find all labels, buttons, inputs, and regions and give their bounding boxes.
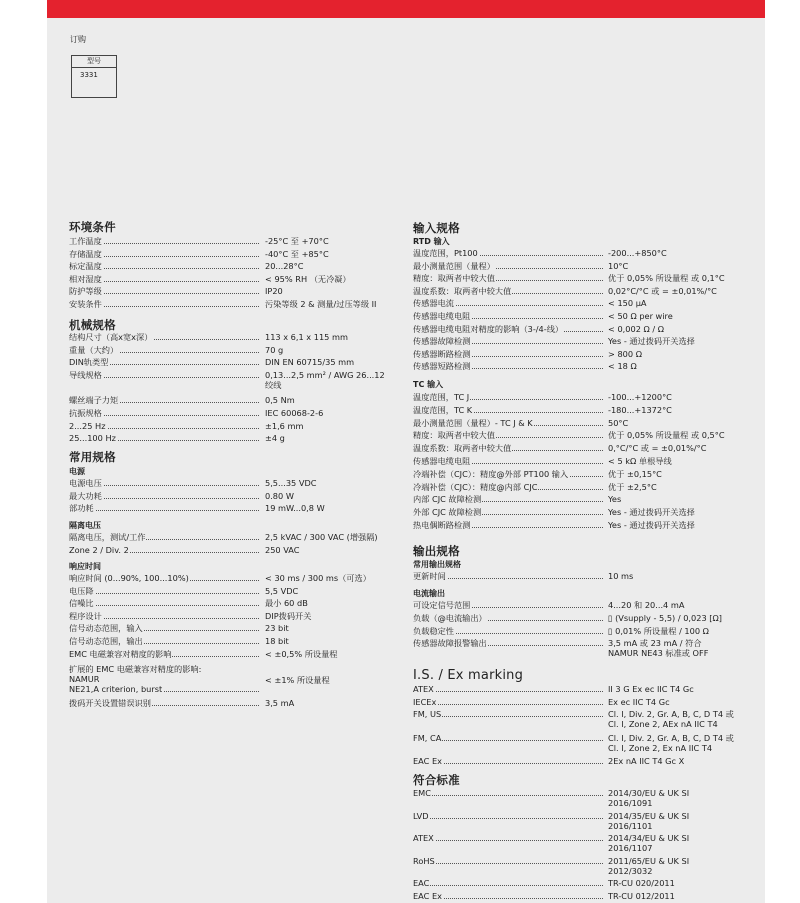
spec-row xyxy=(413,430,768,441)
leader-dots xyxy=(69,605,259,606)
spec-row xyxy=(69,395,465,406)
subheading-power: 电源 xyxy=(69,467,85,476)
order-table-value: 3331 xyxy=(80,71,98,79)
spec-value: 4...20 和 20...4 mA xyxy=(608,600,685,610)
spec-value: 3,5 mA xyxy=(265,698,295,708)
spec-label: 温度范围，TC J xyxy=(413,392,470,402)
spec-label: 温度系数：取两者中较大值 xyxy=(413,443,512,454)
spec-row xyxy=(69,649,465,660)
spec-value: 70 g xyxy=(265,344,284,355)
spec-row xyxy=(413,788,768,808)
spec-row xyxy=(413,684,768,695)
spec-label: 程序设计 xyxy=(69,610,102,621)
spec-label: IECEx xyxy=(413,696,437,707)
spec-row xyxy=(413,732,768,753)
spec-row xyxy=(69,345,465,356)
spec-row xyxy=(413,273,768,284)
spec-value: II 3 G Ex ec IIC T4 Gc xyxy=(608,684,694,694)
section-heading-ex-marking: I.S. / Ex marking xyxy=(413,668,524,683)
order-title: 订购 xyxy=(70,35,86,44)
spec-value: ±4 g xyxy=(265,433,285,444)
spec-label: 外部 CJC 故障检测 xyxy=(413,507,482,518)
spec-row xyxy=(69,532,465,543)
spec-label: 拨码开关设置错误识别 xyxy=(69,698,151,708)
spec-value: 0,02°C/°C 或 = ±0,01%/°C xyxy=(608,285,717,296)
spec-label: EAC Ex xyxy=(413,890,442,901)
spec-label: 传感器故障检测 xyxy=(413,336,471,347)
section-heading-environment: 环境条件 xyxy=(69,220,116,234)
spec-row xyxy=(69,684,465,695)
spec-row xyxy=(413,626,768,637)
spec-label: 可设定信号范围 xyxy=(413,600,471,610)
spec-row xyxy=(69,503,465,514)
spec-label: 传感器电流 xyxy=(413,298,454,309)
spec-label: 精度：取两者中较大值 xyxy=(413,273,495,284)
spec-row xyxy=(413,571,768,582)
spec-label: EMC 电磁兼容对精度的影响 xyxy=(69,648,172,659)
spec-value: 3,5 mA 或 23 mA / 符合 NAMUR NE43 标准或 OFF xyxy=(608,638,709,659)
leader-dots xyxy=(69,593,259,594)
spec-row xyxy=(69,598,465,609)
spec-row xyxy=(69,332,465,343)
spec-label: 温度系数：取两者中较大值 xyxy=(413,285,512,296)
spec-label: 安装条件 xyxy=(69,299,102,309)
spec-label: 存储温度 xyxy=(69,248,102,259)
spec-value: 19 mW...0,8 W xyxy=(265,503,325,514)
spec-row xyxy=(413,520,768,531)
spec-row xyxy=(69,573,465,584)
spec-value: < 50 Ω per wire xyxy=(608,311,673,321)
spec-label: 结构尺寸（高x宽x深） xyxy=(69,332,153,342)
spec-value: Cl. I, Div. 2, Gr. A, B, C, D T4 或 Cl. I, Zone 2, AEx nA IIC T4 xyxy=(608,709,734,730)
spec-row xyxy=(413,286,768,297)
spec-row xyxy=(69,421,465,432)
spec-row xyxy=(413,456,768,467)
leader-dots xyxy=(413,863,603,864)
spec-value: < 95% RH （无冷凝） xyxy=(265,273,351,284)
spec-value: 最小 60 dB xyxy=(265,598,308,609)
spec-value: 10 ms xyxy=(608,571,634,581)
spec-label: 隔离电压，测试/工作 xyxy=(69,532,146,542)
spec-row xyxy=(413,878,768,889)
spec-row xyxy=(413,756,768,767)
spec-label: 电源电压 xyxy=(69,478,102,488)
spec-label: 传感器电缆电阻 xyxy=(413,456,471,466)
spec-row xyxy=(413,469,768,480)
spec-value: 优于 ±2,5°C xyxy=(608,481,657,492)
subheading-general-output: 常用输出规格 xyxy=(413,560,461,569)
spec-label: ATEX xyxy=(413,833,434,843)
leader-dots xyxy=(413,818,603,819)
spec-value: TR-CU 012/2011 xyxy=(608,890,675,901)
spec-label: 精度：取两者中较大值 xyxy=(413,430,495,441)
spec-row xyxy=(69,274,465,285)
spec-value: < ±1% 所设量程 xyxy=(265,675,330,685)
spec-label: 传感器故障报警输出 xyxy=(413,638,487,649)
spec-label: FM, US xyxy=(413,709,442,720)
spec-value: 0,5 Nm xyxy=(265,395,295,406)
spec-value: DIN EN 60715/35 mm xyxy=(265,357,355,368)
spec-label: 工作温度 xyxy=(69,236,102,246)
spec-label: 信号动态范围，输入 xyxy=(69,623,143,634)
spec-row xyxy=(413,494,768,505)
spec-row xyxy=(413,833,768,853)
spec-value: 50°C xyxy=(608,417,629,428)
emc-extended-label: 扩展的 EMC 电磁兼容对精度的影响: xyxy=(69,664,202,674)
spec-value: 5,5...35 VDC xyxy=(265,478,317,488)
spec-label: LVD xyxy=(413,810,429,821)
spec-label: 2...25 Hz xyxy=(69,420,106,431)
spec-row xyxy=(413,443,768,454)
subheading-tc: TC 输入 xyxy=(413,380,444,389)
spec-value: 18 bit xyxy=(265,636,289,646)
spec-row xyxy=(69,357,465,368)
section-heading-common: 常用规格 xyxy=(69,450,116,464)
spec-value: 10°C xyxy=(608,260,629,271)
spec-value: 优于 0,05% 所设量程 或 0,1°C xyxy=(608,273,725,284)
spec-row xyxy=(413,336,768,347)
spec-value: < ±0,5% 所设量程 xyxy=(265,648,338,659)
spec-row xyxy=(69,236,465,247)
subheading-isolation: 隔离电压 xyxy=(69,521,101,530)
spec-value: 20...28°C xyxy=(265,261,304,272)
spec-row xyxy=(413,405,768,416)
spec-value: 2014/30/EU & UK SI 2016/1091 xyxy=(608,788,690,808)
leader-dots xyxy=(413,704,603,705)
spec-value: 2014/35/EU & UK SI 2016/1101 xyxy=(608,810,690,831)
spec-value: 250 VAC xyxy=(265,544,300,555)
spec-value: < 150 μA xyxy=(608,298,647,309)
spec-row xyxy=(69,478,465,489)
spec-value: < 18 Ω xyxy=(608,361,637,372)
spec-value: IP20 xyxy=(265,286,283,297)
spec-row xyxy=(69,636,465,647)
spec-value: Yes - 通过拨码开关选择 xyxy=(608,507,695,518)
spec-label: 更新时间 xyxy=(413,571,446,581)
spec-value: IEC 60068-2-6 xyxy=(265,408,324,418)
spec-value: -200...+850°C xyxy=(608,248,667,258)
spec-value: 2014/34/EU & UK SI 2016/1107 xyxy=(608,833,690,853)
order-table xyxy=(71,55,117,98)
spec-label: NE21,A criterion, burst xyxy=(69,684,163,694)
spec-row xyxy=(69,408,465,419)
leader-dots xyxy=(413,840,603,841)
spec-value: Yes - 通过拨码开关选择 xyxy=(608,520,695,530)
spec-label: 最大功耗 xyxy=(69,490,102,501)
spec-label: 最小测量范围（量程）- TC J & K xyxy=(413,417,533,428)
leader-dots xyxy=(69,510,259,511)
spec-row xyxy=(413,855,768,876)
spec-label: 信噪比 xyxy=(69,598,94,609)
spec-label: 热电偶断路检测 xyxy=(413,520,471,530)
spec-label: ATEX xyxy=(413,684,434,694)
order-table-header: 型号 xyxy=(72,56,116,68)
subheading-current-output: 电流输出 xyxy=(413,589,445,598)
leader-dots xyxy=(413,795,603,796)
spec-row xyxy=(413,810,768,831)
spec-row xyxy=(413,891,768,902)
section-heading-conformity: 符合标准 xyxy=(413,773,460,787)
spec-value: > 800 Ω xyxy=(608,348,642,359)
subheading-rtd: RTD 输入 xyxy=(413,237,450,246)
spec-row xyxy=(413,613,768,624)
leader-dots xyxy=(413,691,603,692)
spec-label: 螺丝端子力矩 xyxy=(69,395,119,406)
spec-label: 信号动态范围，输出 xyxy=(69,636,143,646)
emc-extended-namur: NAMUR xyxy=(69,674,100,684)
brand-red-bar xyxy=(47,0,765,18)
spec-row xyxy=(413,638,768,659)
spec-label: 标定温度 xyxy=(69,261,102,272)
section-heading-input: 输入规格 xyxy=(413,221,460,235)
spec-row xyxy=(413,697,768,708)
spec-value: -100...+1200°C xyxy=(608,392,672,402)
spec-row xyxy=(413,361,768,372)
spec-label: 抗振规格 xyxy=(69,408,102,418)
spec-row xyxy=(413,709,768,730)
spec-label: 最小测量范围（量程） xyxy=(413,260,495,271)
spec-value: 5,5 VDC xyxy=(265,585,299,596)
spec-value: 污染等级 2 & 测量/过压等级 II xyxy=(265,299,377,309)
spec-value: DIP拨码开关 xyxy=(265,610,312,621)
spec-row xyxy=(69,611,465,622)
spec-value: -40°C 至 +85°C xyxy=(265,248,329,259)
leader-dots xyxy=(413,885,603,886)
spec-row xyxy=(413,311,768,322)
spec-label: EAC xyxy=(413,878,430,888)
spec-row xyxy=(69,261,465,272)
spec-row xyxy=(69,433,465,444)
spec-label: 相对湿度 xyxy=(69,273,102,284)
spec-label: 传感器电缆电阻对精度的影响（3-/4-线） xyxy=(413,323,564,334)
spec-value: 2011/65/EU & UK SI 2012/3032 xyxy=(608,855,690,876)
spec-row xyxy=(413,507,768,518)
spec-row xyxy=(413,298,768,309)
spec-row xyxy=(413,248,768,259)
spec-label: 防护等级 xyxy=(69,286,102,297)
spec-label: 传感器电缆电阻 xyxy=(413,311,471,321)
spec-row xyxy=(413,482,768,493)
spec-label: 负载稳定性 xyxy=(413,625,454,636)
spec-label: 25...100 Hz xyxy=(69,433,116,444)
spec-label: 重量（大约） xyxy=(69,344,119,355)
spec-value: < 0,002 Ω / Ω xyxy=(608,323,664,334)
spec-row xyxy=(413,261,768,272)
spec-row xyxy=(413,324,768,335)
spec-value: -180...+1372°C xyxy=(608,404,672,415)
spec-value: 优于 ±0,15°C xyxy=(608,468,662,479)
spec-value: ±1,6 mm xyxy=(265,420,304,431)
spec-value: Ex ec IIC T4 Gc xyxy=(608,696,670,707)
spec-row xyxy=(69,249,465,260)
spec-row xyxy=(69,299,465,310)
spec-label: 温度范围，Pt100 xyxy=(413,248,478,258)
spec-value: 优于 0,05% 所设量程 或 0,5°C xyxy=(608,430,725,441)
spec-row xyxy=(69,545,465,556)
spec-row xyxy=(69,286,465,297)
spec-row xyxy=(413,349,768,360)
spec-row xyxy=(69,623,465,634)
spec-value: Yes xyxy=(608,494,622,505)
spec-row xyxy=(413,600,768,611)
subheading-response: 响应时间 xyxy=(69,562,101,571)
spec-value: 2Ex nA IIC T4 Gc X xyxy=(608,756,685,767)
spec-label: EAC Ex xyxy=(413,756,442,767)
spec-label: EMC xyxy=(413,788,431,798)
spec-value: ▯ (Vsupply - 5,5) / 0,023 [Ω] xyxy=(608,612,722,623)
spec-value: < 5 kΩ 单根导线 xyxy=(608,456,672,466)
spec-value: 0,13...2,5 mm² / AWG 26...12 绞线 xyxy=(265,369,385,390)
spec-row xyxy=(413,418,768,429)
spec-label: DIN轨类型 xyxy=(69,357,109,368)
spec-row xyxy=(69,698,465,709)
spec-label: 负载（@电流输出） xyxy=(413,612,487,623)
spec-value: < 30 ms / 300 ms（可选） xyxy=(265,573,371,583)
spec-row xyxy=(69,586,465,597)
spec-label: 导线规格 xyxy=(69,369,102,380)
section-heading-mechanical: 机械规格 xyxy=(69,318,116,332)
spec-label: 电压降 xyxy=(69,585,94,596)
spec-value: 0,°C/°C 或 = ±0,01%/°C xyxy=(608,443,707,454)
spec-label: 部功耗 xyxy=(69,503,94,514)
spec-label: Zone 2 / Div. 2 xyxy=(69,544,129,555)
section-heading-output: 输出规格 xyxy=(413,544,460,558)
spec-label: 传感器断路检测 xyxy=(413,348,471,359)
datasheet-page xyxy=(47,0,765,903)
spec-label: 传感器短路检测 xyxy=(413,361,471,372)
spec-value: TR-CU 020/2011 xyxy=(608,878,675,888)
spec-label: FM, CA xyxy=(413,732,442,743)
spec-label: 冷端补偿（CJC）：精度@外部 PT100 输入 xyxy=(413,468,569,479)
spec-value: 23 bit xyxy=(265,623,289,634)
spec-row xyxy=(69,491,465,502)
spec-value: 113 x 6,1 x 115 mm xyxy=(265,332,348,342)
spec-value: Cl. I, Div. 2, Gr. A, B, C, D T4 或 Cl. I, Zone 2, Ex nA IIC T4 xyxy=(608,732,734,753)
spec-label: 温度范围，TC K xyxy=(413,404,473,415)
spec-value: ▯ 0,01% 所设量程 / 100 Ω xyxy=(608,625,709,636)
spec-label: RoHS xyxy=(413,855,435,866)
spec-label: 响应时间 (0...90%, 100...10%) xyxy=(69,573,189,583)
spec-value: 0.80 W xyxy=(265,490,294,501)
spec-row xyxy=(413,392,768,403)
spec-label: 冷端补偿（CJC）：精度@内部 CJC xyxy=(413,481,538,492)
spec-value: 2,5 kVAC / 300 VAC (增强隔) xyxy=(265,532,378,542)
spec-label: 内部 CJC 故障检测 xyxy=(413,494,482,505)
spec-value: -25°C 至 +70°C xyxy=(265,236,329,246)
spec-value: Yes - 通过拨码开关选择 xyxy=(608,336,695,347)
